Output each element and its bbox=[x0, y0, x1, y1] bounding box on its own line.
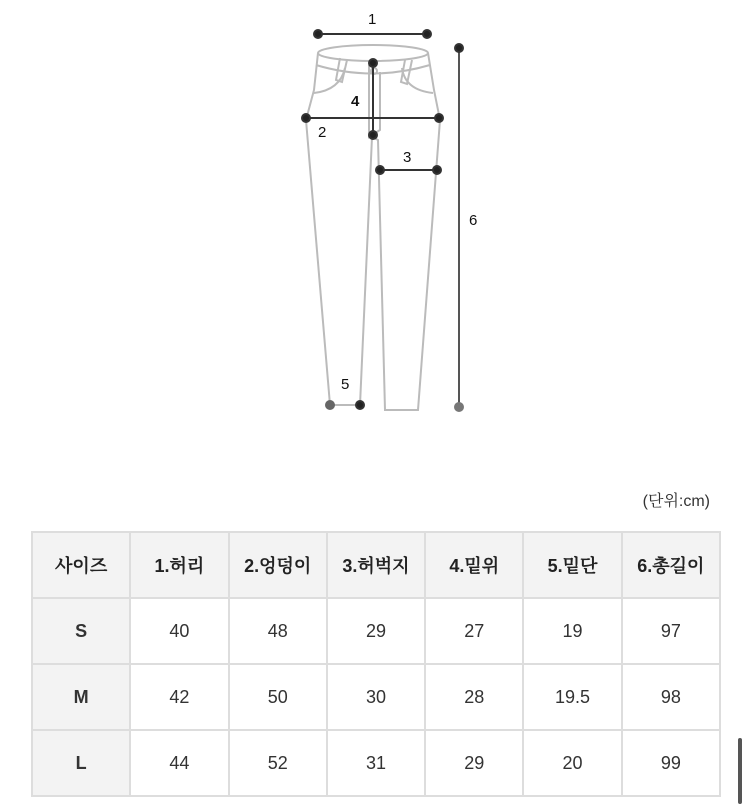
table-cell: 99 bbox=[622, 730, 720, 796]
size-cell: L bbox=[32, 730, 130, 796]
table-cell: 29 bbox=[327, 598, 425, 664]
size-table bbox=[31, 531, 721, 797]
table-row bbox=[32, 730, 720, 796]
label-length: 6 bbox=[469, 212, 478, 229]
size-cell: S bbox=[32, 598, 130, 664]
table-cell: 97 bbox=[622, 598, 720, 664]
header-size: 사이즈 bbox=[32, 532, 130, 598]
header-waist: 1.허리 bbox=[130, 532, 228, 598]
header-thigh: 3.허벅지 bbox=[327, 532, 425, 598]
table-cell: 44 bbox=[130, 730, 228, 796]
size-cell: M bbox=[32, 664, 130, 730]
unit-note: (단위:cm) bbox=[642, 493, 710, 510]
table-cell: 40 bbox=[130, 598, 228, 664]
table-cell: 20 bbox=[523, 730, 621, 796]
table-cell: 19 bbox=[523, 598, 621, 664]
table-cell: 98 bbox=[622, 664, 720, 730]
table-cell: 48 bbox=[229, 598, 327, 664]
label-rise: 4 bbox=[351, 93, 360, 110]
table-cell: 50 bbox=[229, 664, 327, 730]
table-cell: 29 bbox=[425, 730, 523, 796]
table-cell: 19.5 bbox=[523, 664, 621, 730]
scrollbar[interactable] bbox=[738, 738, 742, 804]
table-cell: 52 bbox=[229, 730, 327, 796]
header-rise: 4.밑위 bbox=[425, 532, 523, 598]
header-length: 6.총길이 bbox=[622, 532, 720, 598]
table-cell: 31 bbox=[327, 730, 425, 796]
table-row bbox=[32, 664, 720, 730]
label-thigh: 3 bbox=[403, 149, 412, 166]
table-cell: 27 bbox=[425, 598, 523, 664]
header-hip: 2.엉덩이 bbox=[229, 532, 327, 598]
label-hem: 5 bbox=[341, 376, 350, 393]
table-cell: 28 bbox=[425, 664, 523, 730]
label-waist: 1 bbox=[368, 11, 377, 28]
label-hip: 2 bbox=[318, 124, 327, 141]
table-header-row bbox=[32, 532, 720, 598]
table-row bbox=[32, 598, 720, 664]
header-hem: 5.밑단 bbox=[523, 532, 621, 598]
table-cell: 30 bbox=[327, 664, 425, 730]
table-cell: 42 bbox=[130, 664, 228, 730]
